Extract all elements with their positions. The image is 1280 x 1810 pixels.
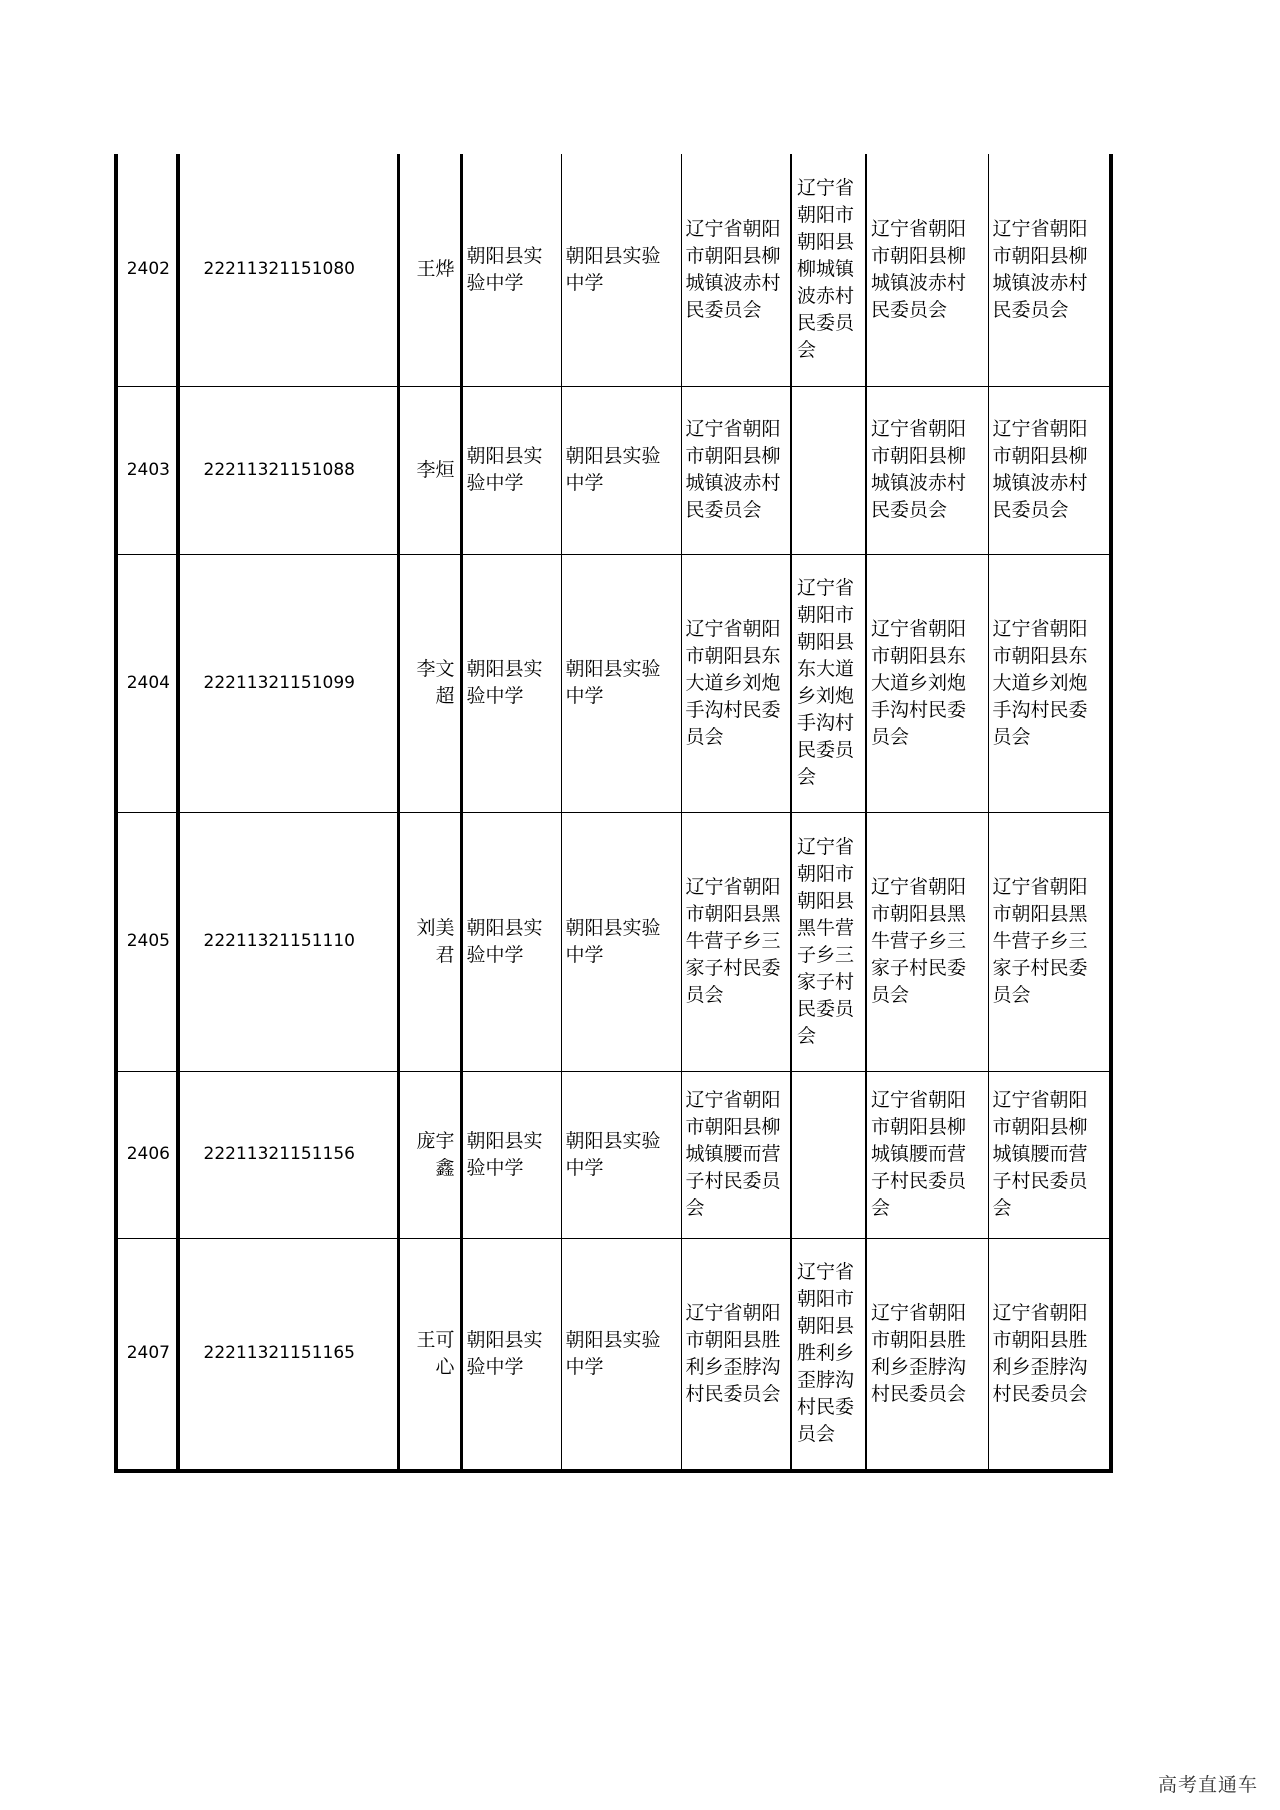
school-cell-2: 朝阳县实验中学: [561, 554, 681, 812]
school-cell: 朝阳县实验中学: [461, 812, 561, 1071]
address-cell-3: 辽宁省朝阳市朝阳县黑牛营子乡三家子村民委员会: [866, 812, 988, 1071]
address-cell-3: 辽宁省朝阳市朝阳县胜利乡歪脖沟村民委员会: [866, 1238, 988, 1471]
address-cell-1: 辽宁省朝阳市朝阳县东大道乡刘炮手沟村民委员会: [681, 554, 791, 812]
table-row: [116, 154, 1111, 386]
name-cell: 王可心: [398, 1238, 461, 1471]
table-row: [116, 554, 1111, 812]
address-cell-1: 辽宁省朝阳市朝阳县黑牛营子乡三家子村民委员会: [681, 812, 791, 1071]
name-cell: 刘美君: [398, 812, 461, 1071]
address-cell-3: 辽宁省朝阳市朝阳县东大道乡刘炮手沟村民委员会: [866, 554, 988, 812]
seq-cell: 2403: [116, 386, 178, 554]
name-cell: 李文超: [398, 554, 461, 812]
school-cell: 朝阳县实验中学: [461, 554, 561, 812]
table-row: [116, 812, 1111, 1071]
table-row: [116, 386, 1111, 554]
exam-number-cell: 22211321151156: [178, 1071, 398, 1238]
watermark-text: 高考直通车: [1157, 1774, 1258, 1796]
exam-number-cell: 22211321151099: [178, 554, 398, 812]
address-cell-3: 辽宁省朝阳市朝阳县柳城镇波赤村民委员会: [866, 386, 988, 554]
school-cell: 朝阳县实验中学: [461, 1238, 561, 1471]
name-cell: 王烨: [398, 154, 461, 386]
address-cell-4: 辽宁省朝阳市朝阳县柳城镇波赤村民委员会: [988, 154, 1111, 386]
address-cell-3: 辽宁省朝阳市朝阳县柳城镇波赤村民委员会: [866, 154, 988, 386]
school-cell-2: 朝阳县实验中学: [561, 154, 681, 386]
records-table: [114, 154, 1113, 1473]
school-cell-2: 朝阳县实验中学: [561, 386, 681, 554]
address-cell-4: 辽宁省朝阳市朝阳县柳城镇腰而营子村民委员会: [988, 1071, 1111, 1238]
school-cell: 朝阳县实验中学: [461, 154, 561, 386]
address-cell-1: 辽宁省朝阳市朝阳县柳城镇腰而营子村民委员会: [681, 1071, 791, 1238]
school-cell-2: 朝阳县实验中学: [561, 812, 681, 1071]
address-cell-4: 辽宁省朝阳市朝阳县柳城镇波赤村民委员会: [988, 386, 1111, 554]
seq-cell: 2407: [116, 1238, 178, 1471]
name-cell: 李烜: [398, 386, 461, 554]
seq-cell: 2402: [116, 154, 178, 386]
address-cell-2: 辽宁省朝阳市朝阳县柳城镇波赤村民委员会: [791, 154, 866, 386]
address-cell-1: 辽宁省朝阳市朝阳县柳城镇波赤村民委员会: [681, 154, 791, 386]
address-cell-2: 辽宁省朝阳市朝阳县东大道乡刘炮手沟村民委员会: [791, 554, 866, 812]
school-cell: 朝阳县实验中学: [461, 386, 561, 554]
address-cell-1: 辽宁省朝阳市朝阳县胜利乡歪脖沟村民委员会: [681, 1238, 791, 1471]
address-cell-2: [791, 1071, 866, 1238]
table-row: [116, 1071, 1111, 1238]
exam-number-cell: 22211321151088: [178, 386, 398, 554]
school-cell-2: 朝阳县实验中学: [561, 1238, 681, 1471]
address-cell-4: 辽宁省朝阳市朝阳县胜利乡歪脖沟村民委员会: [988, 1238, 1111, 1471]
address-cell-3: 辽宁省朝阳市朝阳县柳城镇腰而营子村民委员会: [866, 1071, 988, 1238]
school-cell-2: 朝阳县实验中学: [561, 1071, 681, 1238]
address-cell-2: [791, 386, 866, 554]
table-row: [116, 1238, 1111, 1471]
seq-cell: 2405: [116, 812, 178, 1071]
address-cell-1: 辽宁省朝阳市朝阳县柳城镇波赤村民委员会: [681, 386, 791, 554]
exam-number-cell: 22211321151165: [178, 1238, 398, 1471]
school-cell: 朝阳县实验中学: [461, 1071, 561, 1238]
address-cell-2: 辽宁省朝阳市朝阳县黑牛营子乡三家子村民委员会: [791, 812, 866, 1071]
exam-number-cell: 22211321151110: [178, 812, 398, 1071]
address-cell-4: 辽宁省朝阳市朝阳县东大道乡刘炮手沟村民委员会: [988, 554, 1111, 812]
address-cell-4: 辽宁省朝阳市朝阳县黑牛营子乡三家子村民委员会: [988, 812, 1111, 1071]
name-cell: 庞宇鑫: [398, 1071, 461, 1238]
seq-cell: 2404: [116, 554, 178, 812]
address-cell-2: 辽宁省朝阳市朝阳县胜利乡歪脖沟村民委员会: [791, 1238, 866, 1471]
seq-cell: 2406: [116, 1071, 178, 1238]
exam-number-cell: 22211321151080: [178, 154, 398, 386]
